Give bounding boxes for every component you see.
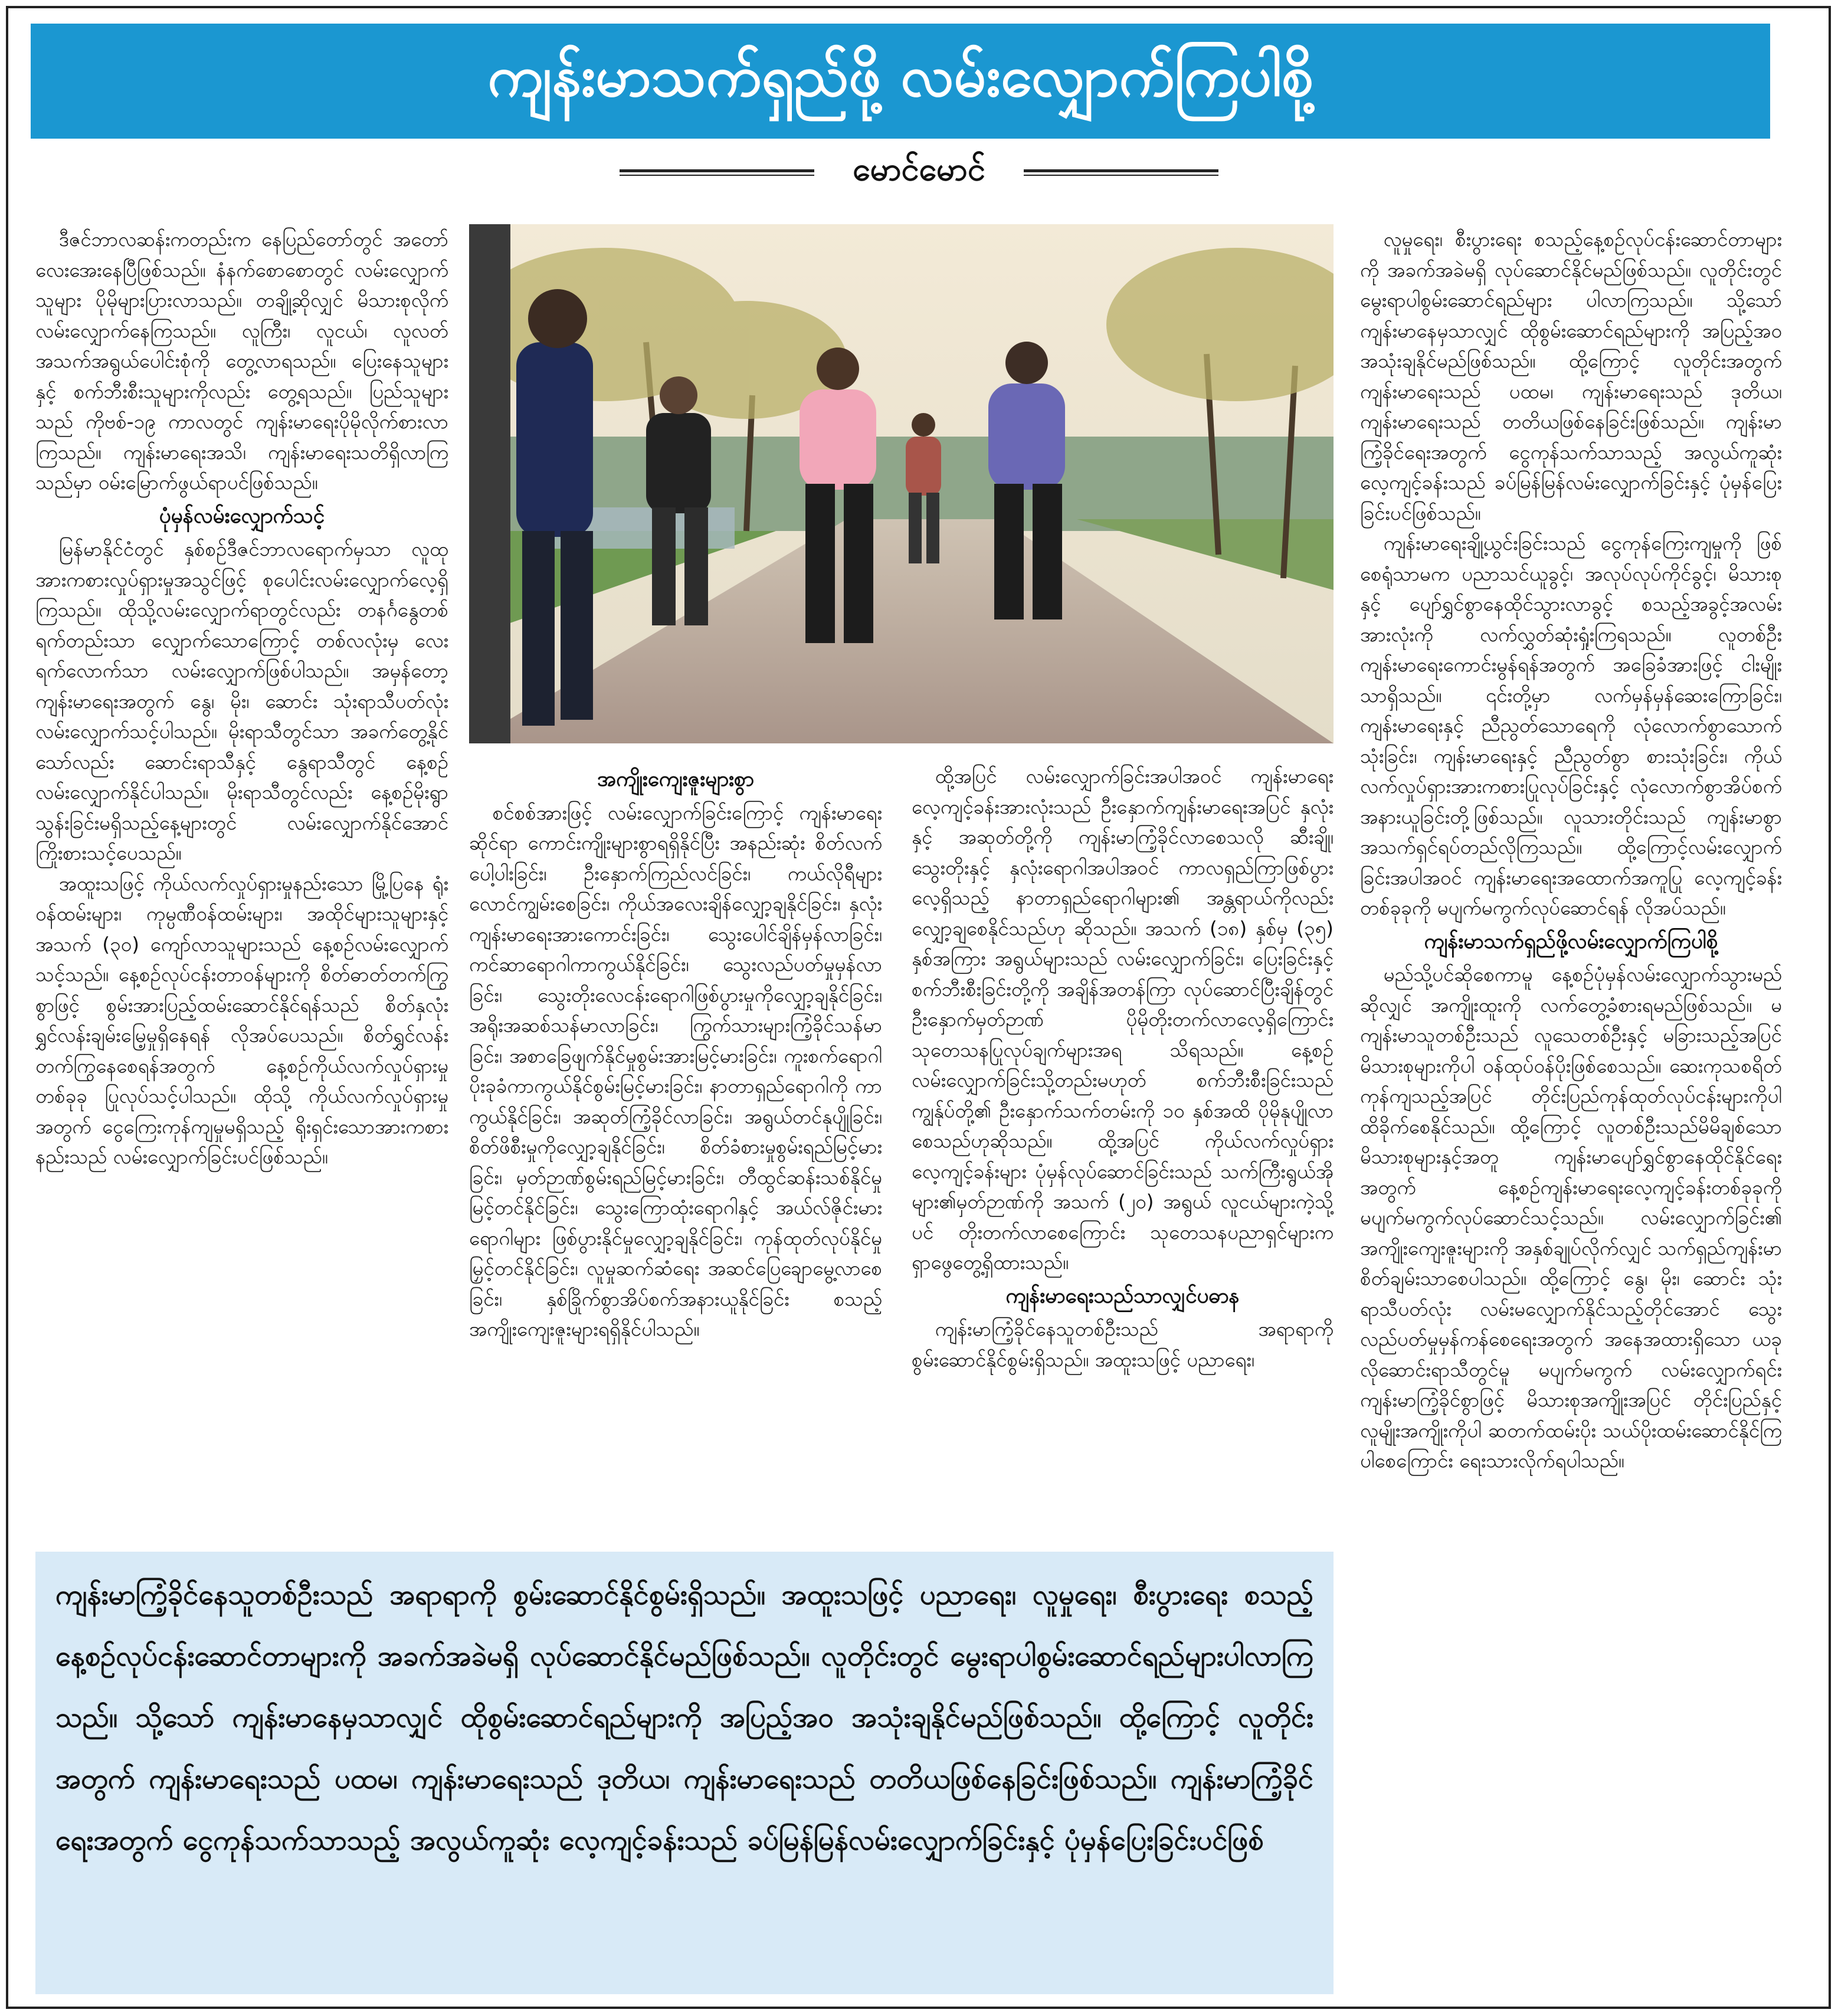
paragraph: အထူးသဖြင့် ကိုယ်လက်လှုပ်ရှားမှုနည်းသော မြို့ပြနေ ရုံးဝန်ထမ်းများ၊ ကုမ္ပဏီဝန်ထမ်းများ၊ အထိုင်များသူများနှင့် အသက် (၃၀) ကျော်လာသူများသည် နေ့စဉ်လမ်းလျှောက်သင့်သည်။ နေ့စဉ်လုပ်ငန်းတာဝန်များကို စိတ်ဓာတ်တက်ကြွစွာဖြင့် စွမ်းအားပြည့်ထမ်းဆောင်နိုင်ရန်သည် စိတ်နှလုံးရွှင်လန်းချမ်းမြေ့မှုရှိနေရန် လိုအပ်ပေသည်။ စိတ်ရွှင်လန်းတက်ကြွနေစေရန်အတွက် နေ့စဉ်ကိုယ်လက်လှုပ်ရှားမှုတစ်ခုခု ပြုလုပ်သင့်ပါသည်။ ထိုသို့ ကိုယ်လက်လှုပ်ရှားမှုအတွက် ငွေကြေးကုန်ကျမှုမရှိသည့် ရိုးရှင်းသောအားကစားနည်းသည် လမ်းလျှောက်ခြင်းပင်ဖြစ်သည်။ [35,871,448,1168]
article-column-4 [1360,224,1782,1988]
section-heading: ကျန်းမာသက်ရှည်ဖို့လမ်းလျှောက်ကြပါစို့ [1424,929,1718,953]
article-column-2 [469,761,882,1540]
paragraph: ထို့အပြင် လမ်းလျှောက်ခြင်းအပါအဝင် ကျန်းမာရေးလေ့ကျင့်ခန်းအားလုံးသည် ဦးနှောက်ကျန်းမာရေးအပြင် နှလုံးနှင့် အဆုတ်တို့ကို ကျန်းမာကြံ့ခိုင်လာစေသလို ဆီးချို၊ သွေးတိုးနှင့် နှလုံးရောဂါအပါအဝင် ကာလရှည်ကြာဖြစ်ပွားလေ့ရှိသည့် နာတာရှည်ရောဂါများ၏ အန္တရာယ်ကိုလည်း လျှော့ချစေနိုင်သည်ဟု ဆိုသည်။ အသက် (၁၈) နှစ်မှ (၃၅) နှစ်အကြား အရွယ်များသည် လမ်းလျှောက်ခြင်း၊ ပြေးခြင်းနှင့် စက်ဘီးစီးခြင်းတို့ကို အချိန်အတန်ကြာ လုပ်ဆောင်ပြီးချိန်တွင် ဦးနှောက်မှတ်ဉာဏ် ပိုမိုတိုးတက်လာလေ့ရှိကြောင်း သုတေသနပြုလုပ်ချက်များအရ သိရသည်။ နေ့စဉ်လမ်းလျှောက်ခြင်းသို့တည်းမဟုတ် စက်ဘီးစီးခြင်းသည် ကျွန်ုပ်တို့၏ ဦးနှောက်သက်တမ်းကို ၁၀ နှစ်အထိ ပိုမိုနုပျိုလာစေသည်ဟုဆိုသည်။ ထို့အပြင် ကိုယ်လက်လှုပ်ရှားလေ့ကျင့်ခန်းများ ပုံမှန်လုပ်ဆောင်ခြင်းသည် သက်ကြီးရွယ်အိုများ၏မှတ်ဉာဏ်ကို အသက် (၂၀) အရွယ် လူငယ်များကဲ့သို့ပင် တိုးတက်လာစေကြောင်း သုတေသနပညာရှင်များက ရှာဖွေတွေ့ရှိထားသည်။ [912,765,1334,1274]
author-name: မောင်မောင် [853,150,985,188]
pull-quote-box [35,1552,1334,1994]
paragraph: ဒီဇင်ဘာလဆန်းကတည်းက နေပြည်တော်တွင် အတော်လေးအေးနေပြီဖြစ်သည်။ နံနက်စောစောတွင် လမ်းလျှောက်သူများ ပိုမိုများပြားလာသည်။ တချို့ဆိုလျှင် မိသားစုလိုက်လမ်းလျှောက်နေကြသည်။ လူကြီး၊ လူငယ်၊ လူလတ်အသက်အရွယ်ပေါင်းစုံကို တွေ့လာရသည်။ ပြေးနေသူများနှင့် စက်ဘီးစီးသူများကိုလည်း တွေ့ရသည်။ ပြည်သူများသည် ကိုဗစ်-၁၉ ကာလတွင် ကျန်းမာရေးပိုမိုလိုက်စားလာကြသည်။ ကျန်းမာရေးအသိ၊ ကျန်းမာရေးသတိရှိလာကြသည်မှာ ဝမ်းမြောက်ဖွယ်ရာပင်ဖြစ်သည်။ [35,228,448,494]
section-heading: အကျိုးကျေးဇူးများစွာ [597,768,755,791]
paragraph: ကျန်းမာရေးချို့ယွင်းခြင်းသည် ငွေကုန်ကြေးကျမှုကို ဖြစ်စေရုံသာမက ပညာသင်ယူခွင့်၊ အလုပ်လုပ်ကိုင်ခွင့်၊ မိသားစုနှင့် ပျော်ရွှင်စွာနေထိုင်သွားလာခွင့် စသည့်အခွင့်အလမ်းအားလုံးကို လက်လွှတ်ဆုံးရှုံးကြရသည်။ လူတစ်ဦးကျန်းမာရေးကောင်းမွန်ရန်အတွက် အခြေခံအားဖြင့် ငါးမျိုးသာရှိသည်။ ၎င်းတို့မှာ လက်မှန်မှန်ဆေးကြောခြင်း၊ ကျန်းမာရေးနှင့် ညီညွတ်သောရေကို လုံလောက်စွာသောက်သုံးခြင်း၊ ကျန်းမာရေးနှင့် ညီညွတ်စွာ စားသုံးခြင်း၊ ကိုယ်လက်လှုပ်ရှားအားကစားပြုလုပ်ခြင်းနှင့် လုံလောက်စွာအိပ်စက်အနားယူခြင်းတို့ဖြစ်သည်။ လူသားတိုင်းသည် ကျန်းမာစွာအသက်ရှင်ရပ်တည်လိုကြသည်။ ထို့ကြောင့်လမ်းလျှောက်ခြင်းအပါအဝင် ကျန်းမာရေးအထောက်အကူပြု လေ့ကျင့်ခန်းတစ်ခုခုကို မပျက်မကွက်လုပ်ဆောင်ရန် လိုအပ်သည်။ [1360,532,1782,919]
headline-banner [31,24,1770,139]
article-column-1 [35,224,448,1537]
byline-rule-right [1024,169,1218,176]
paragraph: စင်စစ်အားဖြင့် လမ်းလျှောက်ခြင်းကြောင့် ကျန်းမာရေးဆိုင်ရာ ကောင်းကျိုးများစွာရရှိနိုင်ပြီး အနည်းဆုံး စိတ်လက်ပေါ့ပါးခြင်း၊ ဦးနှောက်ကြည်လင်ခြင်း၊ ကယ်လိုရီများလောင်ကျွမ်းစေခြင်း၊ ကိုယ်အလေးချိန်လျှော့ချနိုင်ခြင်း၊ နှလုံးကျန်းမာရေးအားကောင်းခြင်း၊ သွေးပေါင်ချိန်မှန်လာခြင်း၊ ကင်ဆာရောဂါကာကွယ်နိုင်ခြင်း၊ သွေးလည်ပတ်မှုမှန်လာခြင်း၊ သွေးတိုးလေငန်းရောဂါဖြစ်ပွားမှုကိုလျှော့ချနိုင်ခြင်း၊ အရိုးအဆစ်သန်မာလာခြင်း၊ ကြွက်သားများကြံ့ခိုင်သန်မာခြင်း၊ အစာခြေဖျက်နိုင်မှုစွမ်းအားမြင့်မားခြင်း၊ ကူးစက်ရောဂါပိုးခုခံကာကွယ်နိုင်စွမ်းမြင့်မားခြင်း၊ နာတာရှည်ရောဂါကို ကာကွယ်နိုင်ခြင်း၊ အဆုတ်ကြံ့ခိုင်လာခြင်း၊ အရွယ်တင်နုပျိုခြင်း၊ စိတ်ဖိစီးမှုကိုလျှော့ချနိုင်ခြင်း၊ စိတ်ခံစားမှုစွမ်းရည်မြင့်မားခြင်း၊ မှတ်ဉာဏ်စွမ်းရည်မြင့်မားခြင်း၊ တီထွင်ဆန်းသစ်နိုင်မှုမြင့်တင်နိုင်ခြင်း၊ သွေးကြောထုံးရောဂါနှင့် အယ်လ်ဇိုင်းမားရောဂါများ ဖြစ်ပွားနိုင်မှုလျှော့ချနိုင်ခြင်း၊ ကုန်ထုတ်လုပ်နိုင်မှု မြှင့်တင်နိုင်ခြင်း၊ လူမှုဆက်ဆံရေး အဆင်ပြေချောမွေ့လာစေခြင်း၊ နှစ်ခြိုက်စွာအိပ်စက်အနားယူနိုင်ခြင်း စသည့် အကျိုးကျေးဇူးများရရှိနိုင်ပါသည်။ [469,801,882,1340]
article-column-3 [912,761,1334,1540]
section-heading: ပုံမှန်လမ်းလျှောက်သင့် [159,504,325,528]
headline: ကျန်းမာသက်ရှည်ဖို့ လမ်းလျှောက်ကြပါစို့ [487,42,1313,109]
paragraph: မြန်မာနိုင်ငံတွင် နှစ်စဉ်ဒီဇင်ဘာလရောက်မှသာ လူထုအားကစားလှုပ်ရှားမှုအသွင်ဖြင့် စုပေါင်းလမ်းလျှောက်လေ့ရှိကြသည်။ ထိုသို့လမ်းလျှောက်ရာတွင်လည်း တနင်္ဂနွေတစ်ရက်တည်းသာ လျှောက်သောကြောင့် တစ်လလုံးမှ လေးရက်လောက်သာ လမ်းလျှောက်ဖြစ်ပါသည်။ အမှန်တော့ ကျန်းမာရေးအတွက် နွေ၊ မိုး၊ ဆောင်း သုံးရာသီပတ်လုံး လမ်းလျှောက်သင့်ပါသည်။ မိုးရာသီတွင်သာ အခက်တွေ့နိုင်သော်လည်း ဆောင်းရာသီနှင့် နွေရာသီတွင် နေ့စဉ်လမ်းလျှောက်နိုင်ပါသည်။ မိုးရာသီတွင်လည်း နေ့စဉ်မိုးရွာသွန်းခြင်းမရှိသည့်နေ့များတွင် လမ်းလျှောက်နိုင်အောင် ကြိုးစားသင့်ပေသည်။ [35,537,448,864]
byline-rule-left [620,169,814,176]
paragraph: မည်သို့ပင်ဆိုစေကာမူ နေ့စဉ်ပုံမှန်လမ်းလျှောက်သွားမည်ဆိုလျှင် အကျိုးထူးကို လက်တွေ့ခံစားရမည်ဖြစ်သည်။ မကျန်းမာသူတစ်ဦးသည် လူသေတစ်ဦးနှင့် မခြားသည့်အပြင် မိသားစုများကိုပါ ဝန်ထုပ်ဝန်ပိုးဖြစ်စေသည်။ ဆေးကုသစရိတ်ကုန်ကျသည့်အပြင် တိုင်းပြည်ကုန်ထုတ်လုပ်ငန်းများကိုပါ ထိခိုက်စေနိုင်သည်။ ထို့ကြောင့် လူတစ်ဦးသည်မိမိချစ်သောမိသားစုများနှင့်အတူ ကျန်းမာပျော်ရွှင်စွာနေထိုင်နိုင်ရေးအတွက် နေ့စဉ်ကျန်းမာရေးလေ့ကျင့်ခန်းတစ်ခုခုကို မပျက်မကွက်လုပ်ဆောင်သင့်သည်။ လမ်းလျှောက်ခြင်း၏ အကျိုးကျေးဇူးများကို အနှစ်ချုပ်လိုက်လျှင် သက်ရှည်ကျန်းမာစိတ်ချမ်းသာစေပါသည်။ ထို့ကြောင့် နွေ၊ မိုး၊ ဆောင်း သုံးရာသီပတ်လုံး လမ်းမလျှောက်နိုင်သည့်တိုင်အောင် သွေးလည်ပတ်မှုမှန်ကန်စေရေးအတွက် အနေအထားရှိသော ယခုလိုဆောင်းရာသီတွင်မူ မပျက်မကွက် လမ်းလျှောက်ရင်း ကျန်းမာကြံ့ခိုင်စွာဖြင့် မိသားစုအကျိုးအပြင် တိုင်းပြည်နှင့် လူမျိုးအကျိုးကိုပါ ဆတက်ထမ်းပိုး သယ်ပိုးထမ်းဆောင်နိုင်ကြပါစေကြောင်း ရေးသားလိုက်ရပါသည်။ [1360,963,1782,1472]
section-heading: ကျန်းမာရေးသည်သာလျှင်ပဓာန [1005,1284,1240,1308]
pull-quote-text: ကျန်းမာကြံ့ခိုင်နေသူတစ်ဦးသည် အရာရာကို စွမ်းဆောင်နိုင်စွမ်းရှိသည်။ အထူးသဖြင့် ပညာရေး၊ လူမှုရေး၊ စီးပွားရေး စသည့်နေ့စဉ်လုပ်ငန်းဆောင်တာများကို အခက်အခဲမရှိ လုပ်ဆောင်နိုင်မည်ဖြစ်သည်။ လူတိုင်းတွင် မွေးရာပါစွမ်းဆောင်ရည်များပါလာကြသည်။ သို့သော် ကျန်းမာနေမှသာလျှင် ထိုစွမ်းဆောင်ရည်များကို အပြည့်အဝ အသုံးချနိုင်မည်ဖြစ်သည်။ ထို့ကြောင့် လူတိုင်းအတွက် ကျန်းမာရေးသည် ပထမ၊ ကျန်းမာရေးသည် ဒုတိယ၊ ကျန်းမာရေးသည် တတိယဖြစ်နေခြင်းဖြစ်သည်။ ကျန်းမာကြံ့ခိုင်ရေးအတွက် ငွေကုန်သက်သာသည့် အလွယ်ကူဆုံး လေ့ကျင့်ခန်းသည် ခပ်မြန်မြန်လမ်းလျှောက်ခြင်းနှင့် ပုံမှန်ပြေးခြင်းပင်ဖြစ် [55,1579,1313,1857]
paragraph: လူမှုရေး၊ စီးပွားရေး စသည့်နေ့စဉ်လုပ်ငန်းဆောင်တာများကို အခက်အခဲမရှိ လုပ်ဆောင်နိုင်မည်ဖြစ်သည်။ လူတိုင်းတွင် မွေးရာပါစွမ်းဆောင်ရည်များ ပါလာကြသည်။ သို့သော်ကျန်းမာနေမှသာလျှင် ထိုစွမ်းဆောင်ရည်များကို အပြည့်အဝအသုံးချနိုင်မည်ဖြစ်သည်။ ထို့ကြောင့် လူတိုင်းအတွက် ကျန်းမာရေးသည် ပထမ၊ ကျန်းမာရေးသည် ဒုတိယ၊ ကျန်းမာရေးသည် တတိယဖြစ်နေခြင်းဖြစ်သည်။ ကျန်းမာကြံ့ခိုင်ရေးအတွက် ငွေကုန်သက်သာသည့် အလွယ်ကူဆုံးလေ့ကျင့်ခန်းသည် ခပ်မြန်မြန်လမ်းလျှောက်ခြင်းနှင့် ပုံမှန်ပြေးခြင်းပင်ဖြစ်သည်။ [1360,228,1782,525]
paragraph: ကျန်းမာကြံ့ခိုင်နေသူတစ်ဦးသည် အရာရာကို စွမ်းဆောင်နိုင်စွမ်းရှိသည်။ အထူးသဖြင့် ပညာရေး၊ [912,1317,1334,1371]
people-walking-illustration [469,224,1334,743]
people-walking-photo [469,224,1334,743]
byline [0,149,1838,196]
